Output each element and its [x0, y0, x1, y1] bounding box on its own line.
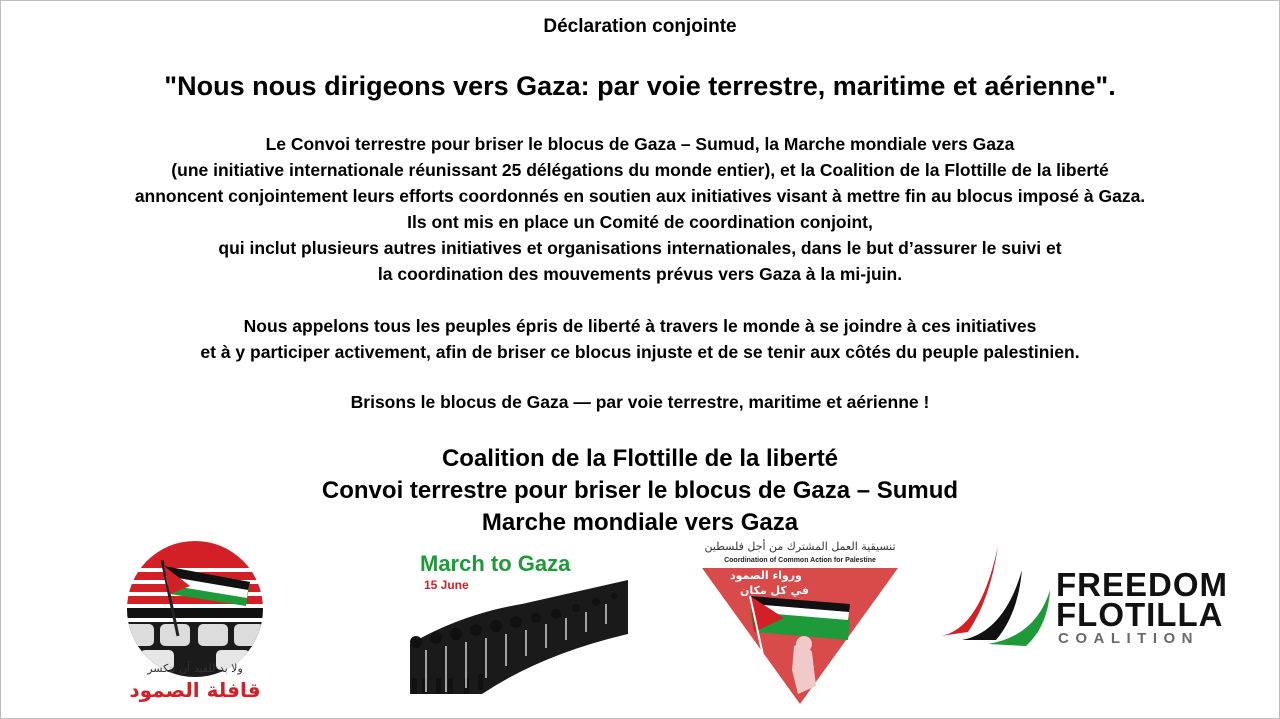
paragraph-line: Nous appelons tous les peuples épris de liberté à travers le monde à se joindre à ces initiatives [243, 316, 1037, 336]
march-to-gaza-logo [402, 548, 628, 694]
flotilla-line1: FREEDOM [1056, 566, 1228, 603]
flotilla-line2: FLOTILLA [1056, 596, 1224, 633]
flotilla-line3: COALITION [1058, 630, 1199, 647]
sumud-slogan: ولا بد للقيد أن ينكسر [147, 662, 243, 675]
freedom-flotilla-logo [940, 540, 1240, 650]
coordination-tagline-2: في كل مكان [740, 584, 809, 597]
declaration-header: Déclaration conjointe [543, 16, 737, 37]
paragraph-announcement [0, 131, 1280, 287]
paragraph-line: qui inclut plusieurs autres initiatives et organisations internationales, dans le but d’assurer le suivi et [218, 238, 1062, 258]
signatory-march: Marche mondiale vers Gaza [481, 509, 799, 536]
march-date: 15 June [424, 578, 469, 592]
paragraph-line: et à y participer activement, afin de briser ce blocus injuste et de se tenir aux côtés du peuple palestinien. [200, 342, 1080, 362]
coordination-tagline-1: ورواء الصمود [730, 569, 802, 582]
coordination-palestine-logo [700, 538, 900, 706]
coordination-title-en: Coordination of Common Action for Palestine [724, 557, 876, 564]
marching-crowd-icon [402, 574, 628, 694]
paragraph-slogan: Brisons le blocus de Gaza — par voie terrestre, maritime et aérienne ! [350, 392, 930, 412]
paragraph-line: (une initiative internationale réunissant 25 délégations du monde entier), et la Coalition de la Flottille de la liberté [171, 160, 1109, 180]
signatories [0, 443, 1280, 539]
paragraph-line: Le Convoi terrestre pour briser le blocus de Gaza – Sumud, la Marche mondiale vers Gaza [265, 134, 1015, 154]
headline: "Nous nous dirigeons vers Gaza: par voie terrestre, maritime et aérienne". [164, 71, 1116, 101]
paragraph-line: la coordination des mouvements prévus vers Gaza à la mi-juin. [377, 264, 903, 284]
paragraph-call [0, 313, 1280, 365]
sumud-name: قافلة الصمود [129, 678, 261, 702]
signatory-flotilla: Coalition de la Flottille de la liberté [441, 445, 839, 472]
flotilla-sail-icon [940, 540, 1052, 648]
paragraph-line: Ils ont mis en place un Comité de coordination conjoint, [407, 212, 873, 232]
signatory-sumud: Convoi terrestre pour briser le blocus de Gaza – Sumud [321, 477, 959, 504]
paragraph-line: annoncent conjointement leurs efforts coordonnés en soutien aux initiatives visant à mettre fin au blocus imposé à Gaza. [134, 186, 1146, 206]
sumud-convoy-logo [110, 536, 280, 706]
coordination-title-ar: تنسيقية العمل المشترك من أجل فلسطين [704, 540, 896, 553]
march-title-text: March to Gaza [420, 551, 571, 576]
